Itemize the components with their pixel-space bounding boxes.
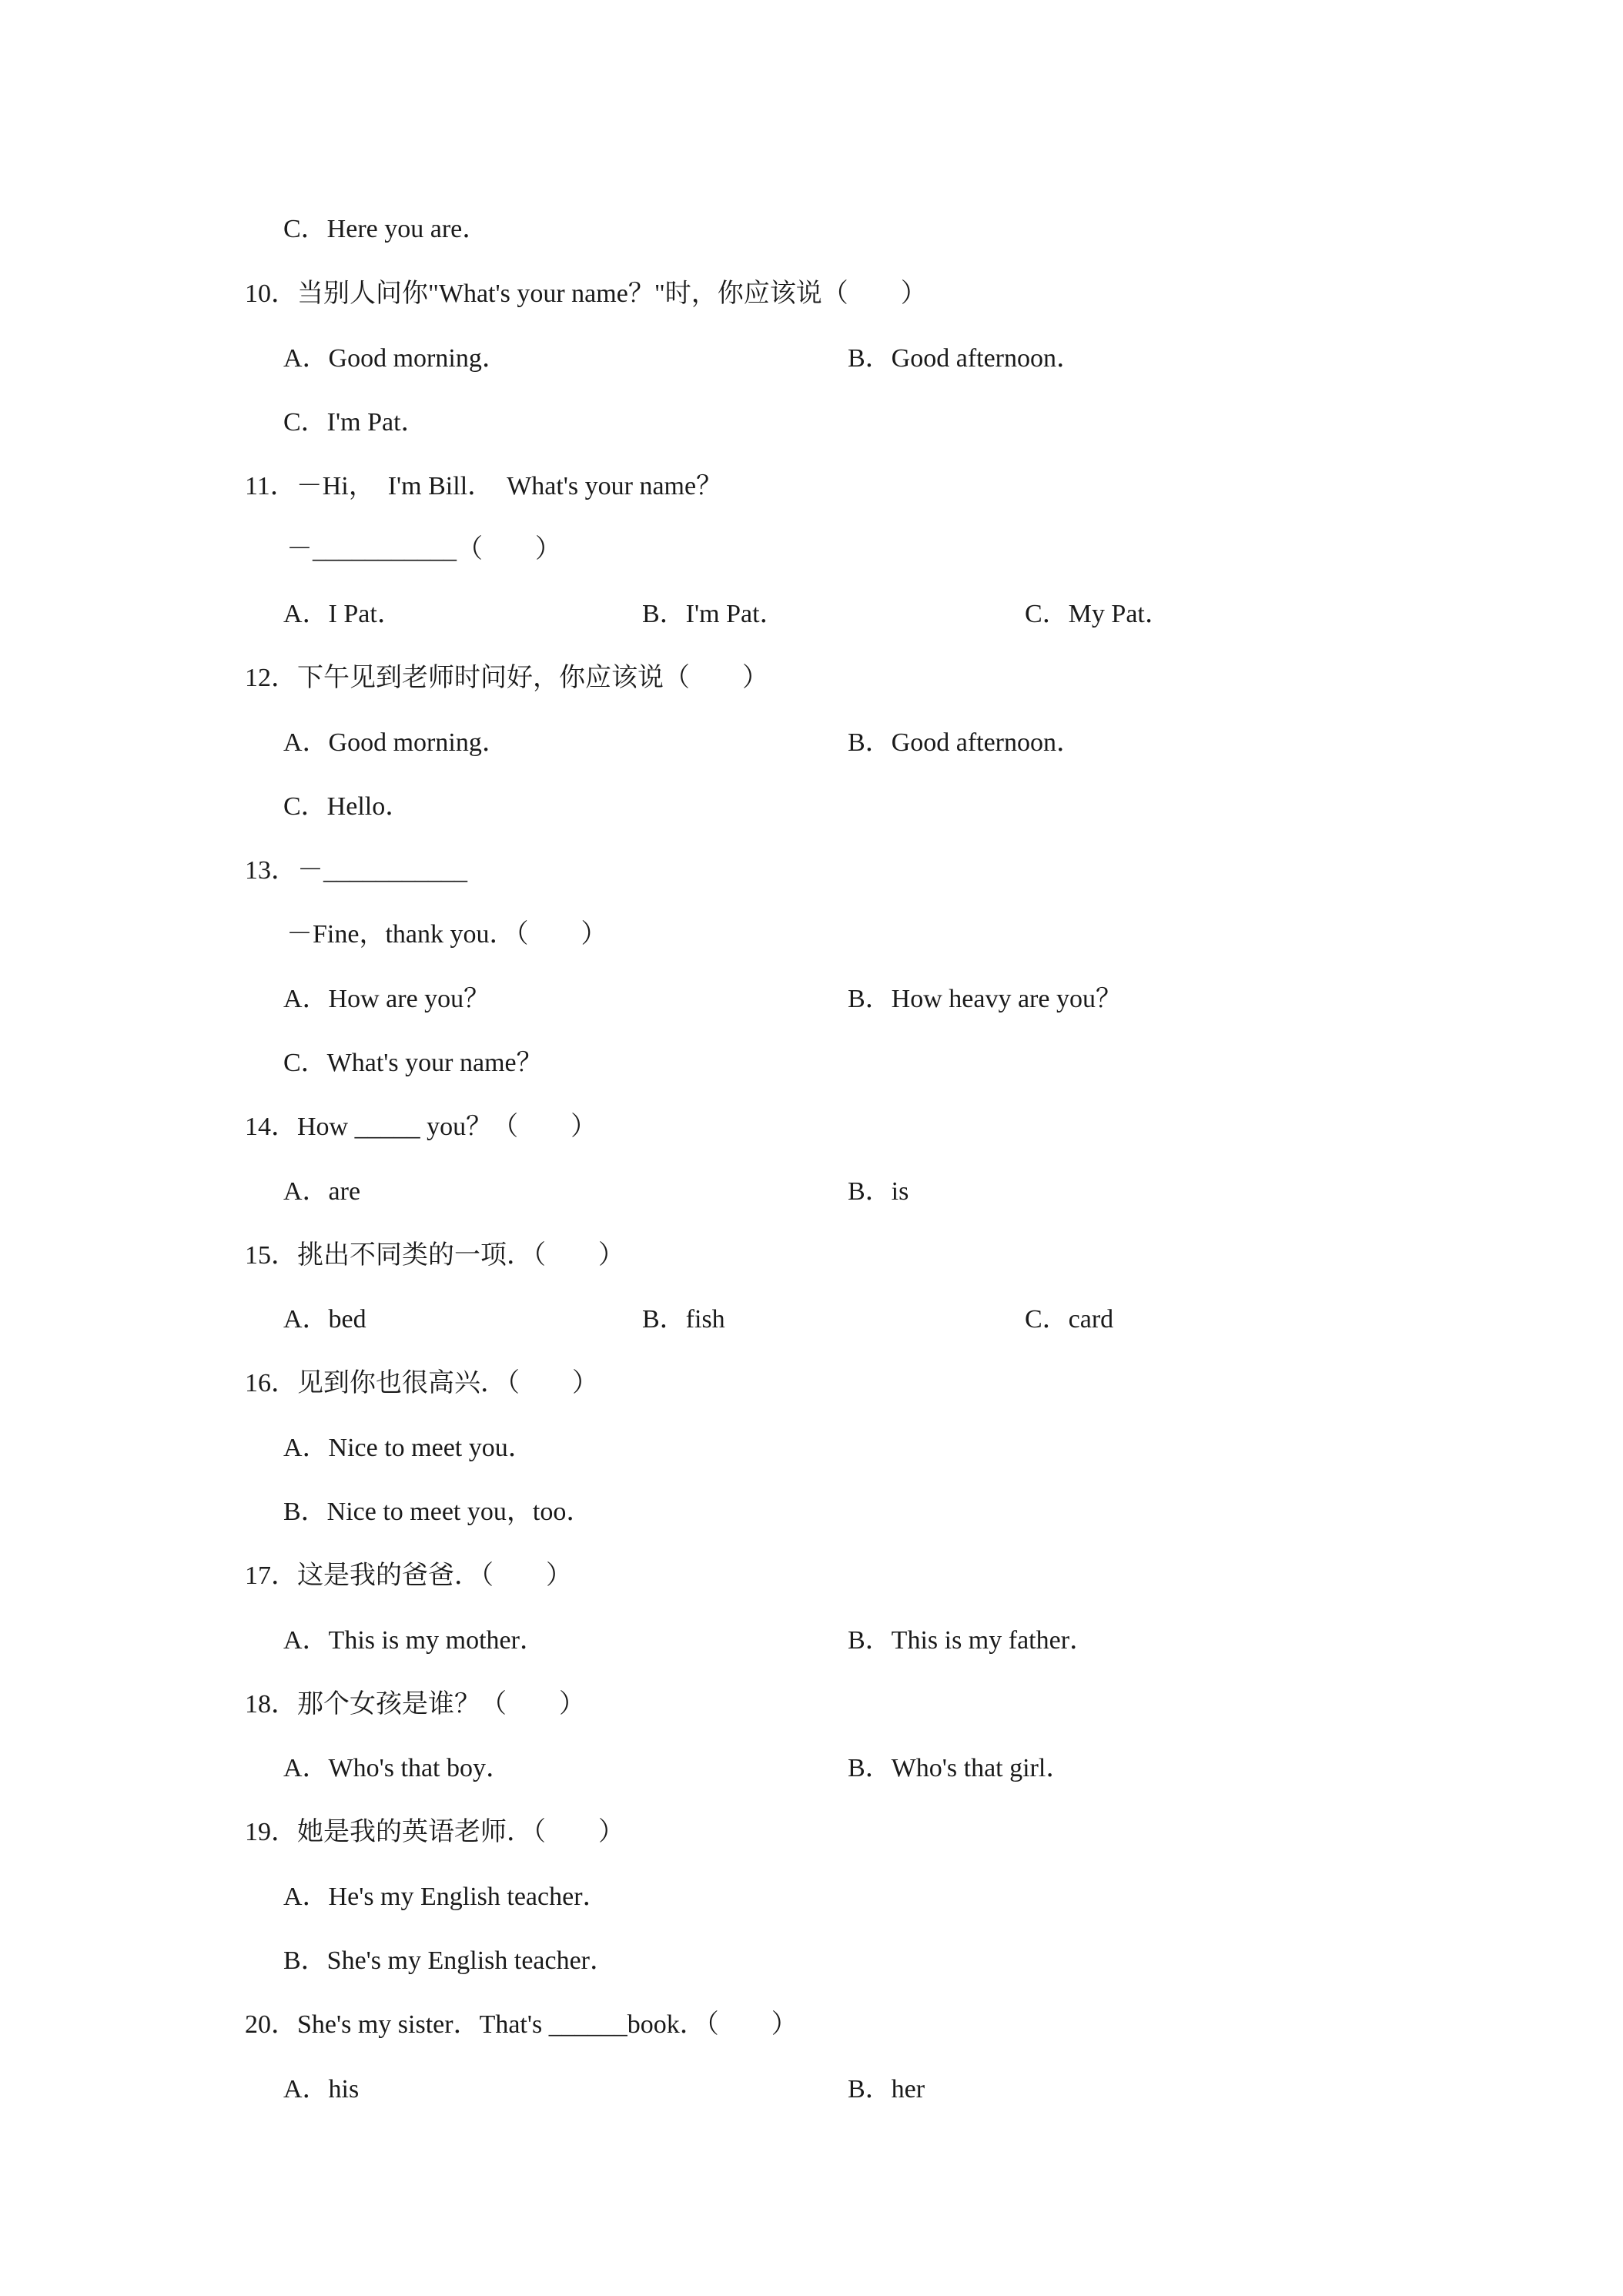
q11-option-c[interactable]: C．My Pat． <box>1025 600 1171 628</box>
q13-reply-line: －Fine，thank you．（ ） <box>286 920 607 949</box>
q18-option-a[interactable]: A．Who's that boy． <box>283 1754 512 1782</box>
q15-option-a[interactable]: A．bed <box>283 1305 366 1334</box>
q10-option-a[interactable]: A．Good morning． <box>283 344 508 373</box>
q14-stem: 14．How _____ you？（ ） <box>245 1113 597 1141</box>
q15-stem: 15．挑出不同类的一项．（ ） <box>245 1241 624 1270</box>
q18-stem: 18．那个女孩是谁？（ ） <box>245 1690 585 1719</box>
q13-stem: 13．－___________ <box>245 856 467 885</box>
q11-stem: 11．－Hi， I'm Bill． What's your name？ <box>245 472 723 500</box>
q12-stem: 12．下午见到老师时问好，你应该说（ ） <box>245 664 768 692</box>
q19-stem: 19．她是我的英语老师．（ ） <box>245 1818 624 1846</box>
q14-option-b[interactable]: B．is <box>848 1177 909 1206</box>
q12-option-c[interactable]: C．Hello． <box>283 792 412 821</box>
q15-option-c[interactable]: C．card <box>1025 1305 1114 1334</box>
q14-option-a[interactable]: A．are <box>283 1177 361 1206</box>
q17-option-b[interactable]: B．This is my father． <box>848 1626 1096 1655</box>
q16-stem: 16．见到你也很高兴．（ ） <box>245 1369 598 1397</box>
q20-option-a[interactable]: A．his <box>283 2075 360 2104</box>
q20-stem: 20．She's my sister．That's ______book．（ ） <box>245 2010 798 2039</box>
q10-option-c[interactable]: C．I'm Pat． <box>283 408 427 437</box>
q19-option-a[interactable]: A．He's my English teacher． <box>283 1883 609 1911</box>
q11-option-b[interactable]: B．I'm Pat． <box>642 600 786 628</box>
q16-option-a[interactable]: A．Nice to meet you． <box>283 1434 534 1462</box>
q12-option-a[interactable]: A．Good morning． <box>283 728 508 757</box>
q9-option-c[interactable]: C．Here you are． <box>283 215 489 243</box>
q18-option-b[interactable]: B．Who's that girl． <box>848 1754 1073 1782</box>
q19-option-b[interactable]: B．She's my English teacher． <box>283 1946 617 1975</box>
q13-option-b[interactable]: B．How heavy are you？ <box>848 985 1122 1013</box>
q13-option-c[interactable]: C．What's your name？ <box>283 1049 543 1077</box>
q10-stem: 10．当别人问你"What's your name？"时，你应该说（ ） <box>245 279 927 308</box>
q15-option-b[interactable]: B．fish <box>642 1305 725 1334</box>
q17-stem: 17．这是我的爸爸．（ ） <box>245 1561 572 1590</box>
q11-answer-line: －___________（ ） <box>286 535 561 564</box>
q11-option-a[interactable]: A．I Pat． <box>283 600 403 628</box>
q10-option-b[interactable]: B．Good afternoon． <box>848 344 1083 373</box>
q12-option-b[interactable]: B．Good afternoon． <box>848 728 1083 757</box>
q17-option-a[interactable]: A．This is my mother． <box>283 1626 546 1655</box>
q20-option-b[interactable]: B．her <box>848 2075 925 2104</box>
q13-option-a[interactable]: A．How are you？ <box>283 985 490 1013</box>
q16-option-b[interactable]: B．Nice to meet you，too． <box>283 1498 593 1526</box>
